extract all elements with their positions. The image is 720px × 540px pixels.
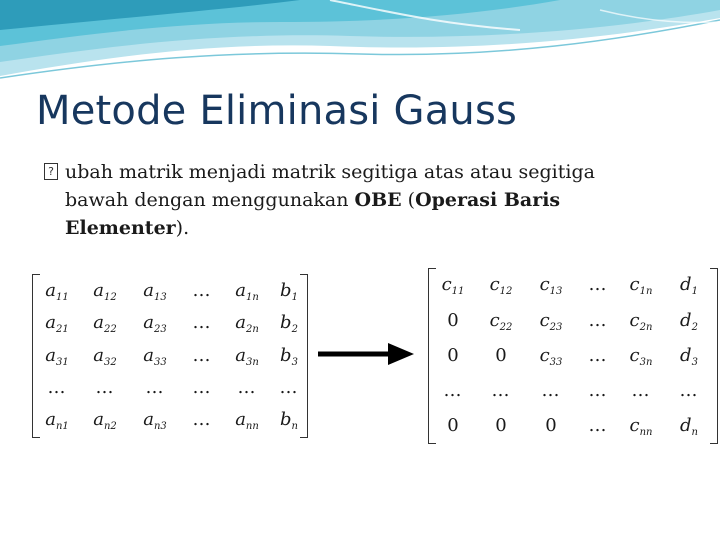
matrix-entry: $a_{22}$ [93, 312, 117, 335]
matrix-entry: $a_{12}$ [93, 280, 117, 303]
matrix-entry: … [588, 415, 608, 436]
matrix-entry: … [192, 377, 212, 398]
matrix-entry: $a_{33}$ [143, 345, 167, 368]
matrix-row [32, 276, 308, 306]
matrix-row [428, 376, 718, 406]
bullet-item [44, 158, 664, 242]
right-arrow-icon [318, 342, 414, 366]
matrix-entry: $a_{3n}$ [235, 345, 259, 368]
matrix-entry: $c_{3n}$ [629, 345, 653, 368]
matrix-entry: … [279, 377, 299, 398]
matrix-entry: $c_{nn}$ [629, 415, 653, 438]
matrix-entry: $a_{1n}$ [235, 280, 259, 303]
bullet-bold-obe: OBE [354, 189, 402, 211]
matrix-entry: … [491, 380, 511, 401]
matrix-entry: … [588, 380, 608, 401]
matrix-row [32, 405, 308, 435]
matrix-row [428, 270, 718, 300]
matrix-row [428, 411, 718, 441]
upper-triangular-matrix-c-d [428, 268, 718, 444]
matrix-entry: 0 [495, 345, 507, 366]
matrix-row [428, 306, 718, 336]
augmented-matrix-a-b [32, 274, 308, 438]
matrix-entry: $c_{22}$ [489, 310, 513, 333]
matrix-entry: $b_n$ [280, 409, 298, 432]
matrix-entry: … [588, 310, 608, 331]
matrix-entry: $a_{n3}$ [143, 409, 167, 432]
matrix-entry: … [192, 409, 212, 430]
bullet-text-1: ubah matrik menjadi matrik segitiga atas atau segitiga bawah dengan menggunakan [65, 161, 595, 211]
matrix-entry: $c_{1n}$ [629, 274, 653, 297]
bullet-bold-operasi-baris: Operasi Baris Elementer [65, 189, 561, 239]
matrix-entry: $a_{32}$ [93, 345, 117, 368]
matrix-entry: $a_{11}$ [45, 280, 69, 303]
matrix-entry: … [631, 380, 651, 401]
matrix-entry: … [95, 377, 115, 398]
matrix-entry: $d_2$ [680, 310, 698, 333]
bullet-list [44, 158, 664, 242]
header-wave-decoration [0, 0, 720, 80]
bullet-text-2: ( [401, 189, 416, 211]
matrix-entry: $c_{2n}$ [629, 310, 653, 333]
matrix-entry: 0 [495, 415, 507, 436]
matrix-entry: $c_{11}$ [441, 274, 465, 297]
matrix-entry: $d_3$ [680, 345, 698, 368]
matrix-entry: … [192, 312, 212, 333]
missing-glyph-box-icon: ? [44, 163, 58, 180]
matrix-entry: $b_2$ [280, 312, 298, 335]
matrix-entry: … [588, 345, 608, 366]
matrix-entry: $a_{n2}$ [93, 409, 117, 432]
bullet-text-3: ). [175, 217, 190, 239]
matrix-entry: … [679, 380, 699, 401]
matrix-entry: $c_{12}$ [489, 274, 513, 297]
matrix-entry: $d_n$ [680, 415, 698, 438]
matrix-row [428, 341, 718, 371]
matrix-entry: $c_{23}$ [539, 310, 563, 333]
matrix-entry: $d_1$ [680, 274, 698, 297]
matrix-entry: 0 [447, 345, 459, 366]
matrix-entry: 0 [545, 415, 557, 436]
matrix-entry: $a_{31}$ [45, 345, 69, 368]
matrix-entry: … [443, 380, 463, 401]
matrix-entry: $a_{23}$ [143, 312, 167, 335]
matrix-row [32, 341, 308, 371]
slide-title: Metode Eliminasi Gauss [36, 88, 518, 134]
matrix-entry: $a_{13}$ [143, 280, 167, 303]
matrix-entry: $b_3$ [280, 345, 298, 368]
matrix-entry: $a_{n1}$ [45, 409, 69, 432]
matrix-entry: $a_{2n}$ [235, 312, 259, 335]
matrix-entry: 0 [447, 310, 459, 331]
matrix-entry: … [588, 274, 608, 295]
matrix-entry: … [192, 280, 212, 301]
matrix-entry: $b_1$ [280, 280, 298, 303]
matrix-entry: … [145, 377, 165, 398]
matrix-entry: $a_{21}$ [45, 312, 69, 335]
matrix-row [32, 308, 308, 338]
matrix-entry: $c_{33}$ [539, 345, 563, 368]
matrix-entry: $c_{13}$ [539, 274, 563, 297]
matrix-entry: … [47, 377, 67, 398]
matrix-entry: … [192, 345, 212, 366]
matrix-entry: $a_{nn}$ [235, 409, 259, 432]
matrix-entry: 0 [447, 415, 459, 436]
matrix-entry: … [541, 380, 561, 401]
matrix-row [32, 373, 308, 403]
matrix-entry: … [237, 377, 257, 398]
